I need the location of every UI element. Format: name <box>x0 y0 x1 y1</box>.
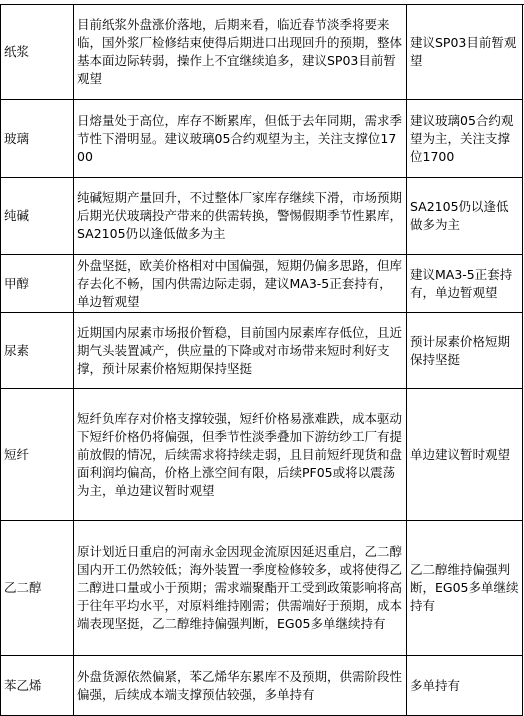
category-cell: 苯乙烯 <box>1 656 74 716</box>
analysis-cell: 原计划近日重启的河南永金因现金流原因延迟重启，乙二醇国内开工仍然较低；海外装置一季度检修较多，或将使得乙二醇进口量或小于预期；需求端聚酯开工受到政策影响将高于往年平均水平，对原料维持刚需；供需端好于预期，成本端表现坚挺，乙二醇维持偏强判断，EG05多单继续持有 <box>74 521 407 656</box>
category-cell: 乙二醇 <box>1 521 74 656</box>
advice-cell: 多单持有 <box>407 656 523 716</box>
analysis-cell: 外盘货源依然偏紧，苯乙烯华东累库不及预期，供需阶段性偏强，后续成本端支撑预估较强，多单持有 <box>74 656 407 716</box>
advice-cell: 建议MA3-5正套持有，单边暂观望 <box>407 255 523 313</box>
category-cell: 纯碱 <box>1 178 74 255</box>
table-row <box>1 5 523 100</box>
analysis-cell: 日熔量处于高位，库存不断累库，但低于去年同期，需求季节性下滑明显。建议玻璃05合约观望为主，关注支撑位1700 <box>74 100 407 178</box>
advice-cell: 建议SP03目前暂观望 <box>407 5 523 100</box>
analysis-cell: 短纤负库存对价格支撑较强，短纤价格易涨难跌，成本驱动下短纤价格仍将偏强，但季节性淡季叠加下游纺纱工厂有提前放假的情况，后续需求将持续走弱，且目前短纤现货和盘面利润均偏高，价格上涨空间有限，后续PF05或将以震荡为主，单边建议暂时观望 <box>74 389 407 521</box>
analysis-table <box>0 4 523 716</box>
table-row <box>1 313 523 389</box>
table-row <box>1 100 523 178</box>
advice-cell: 单边建议暂时观望 <box>407 389 523 521</box>
advice-cell: 建议玻璃05合约观望为主，关注支撑位1700 <box>407 100 523 178</box>
table-row <box>1 389 523 521</box>
table-row <box>1 656 523 716</box>
table-row <box>1 521 523 656</box>
advice-cell: SA2105仍以逢低做多为主 <box>407 178 523 255</box>
category-cell: 短纤 <box>1 389 74 521</box>
category-cell: 玻璃 <box>1 100 74 178</box>
category-cell: 甲醇 <box>1 255 74 313</box>
category-cell: 尿素 <box>1 313 74 389</box>
table-row <box>1 255 523 313</box>
analysis-cell: 近期国内尿素市场报价暂稳，目前国内尿素库存低位，且近期气头装置减产，供应量的下降或对市场带来短时利好支撑，预计尿素价格短期保持坚挺 <box>74 313 407 389</box>
advice-cell: 预计尿素价格短期保持坚挺 <box>407 313 523 389</box>
advice-cell: 乙二醇维持偏强判断，EG05多单继续持有 <box>407 521 523 656</box>
analysis-cell: 目前纸浆外盘涨价落地，后期来看，临近春节淡季将要来临，国外浆厂检修结束使得后期进口出现回升的预期，整体基本面边际转弱，操作上不宜继续追多，建议SP03目前暂观望 <box>74 5 407 100</box>
category-cell: 纸浆 <box>1 5 74 100</box>
table-row <box>1 178 523 255</box>
analysis-cell: 外盘坚挺，欧美价格相对中国偏强，短期仍偏多思路，但库存去化不畅，国内供需边际走弱，建议MA3-5正套持有，单边暂观望 <box>74 255 407 313</box>
analysis-cell: 纯碱短期产量回升，不过整体厂家库存继续下滑，市场预期后期光伏玻璃投产带来的供需转换，警惕假期季节性累库，SA2105仍以逢低做多为主 <box>74 178 407 255</box>
